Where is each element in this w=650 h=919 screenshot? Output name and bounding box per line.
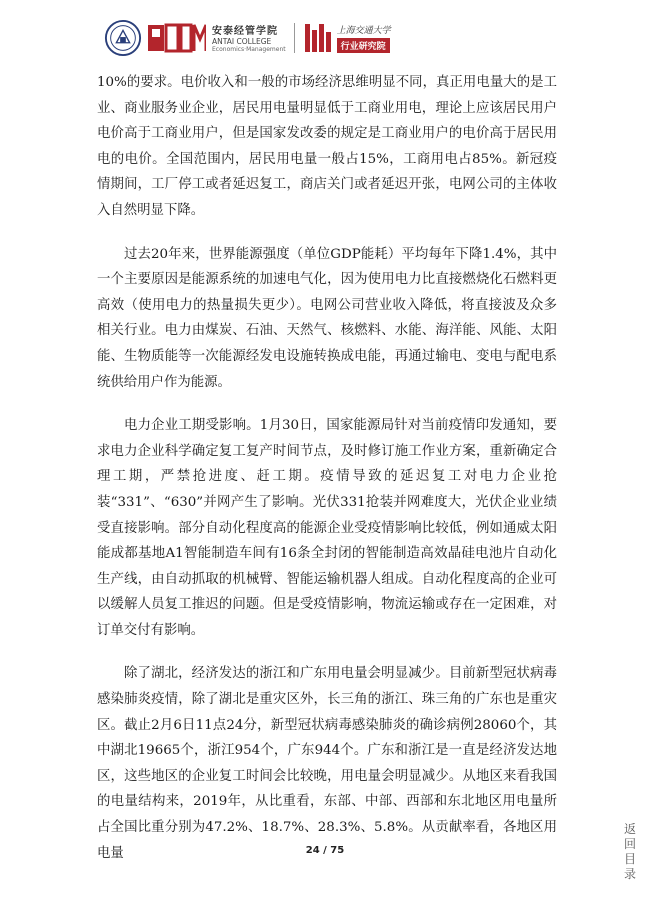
paragraph: 过去20年来，世界能源强度（单位GDP能耗）平均每年下降1.4%，其中一个主要原因是能源系统的加速电气化，因为使用电力比直接燃烧化石燃料更高效（使用电力的热量损失更少）。电网公司营业收入降低，将直接波及众多相关行业。电力由煤炭、石油、天然气、核燃料、水能、海洋能、风能、太阳能、生物质能等一次能源经发电设施转换成电能，再通过输电、变电与配电系统供给用户作为能源。 [97, 246, 557, 390]
institute-logo-icon [303, 22, 333, 54]
college-subtitle-en: Economics·Management [212, 46, 286, 53]
paragraph: 除了湖北，经济发达的浙江和广东用电量会明显减少。目前新型冠状病毒感染肺炎疫情，除了湖北是重灾区外，长三角的浙江、珠三角的广东也是重灾区。截止2月6日11点24分，新型冠状病毒感染肺炎的确诊病例28060个，其中湖北19665个，浙江954个，广东944个。广东和浙江是一直是经济发达地区，这些地区的企业复工时间会比较晚，用电量会明显减少。从地区来看我国的电量结构来，2019年，从比重看，东部、中部、西部和东北地区用电量所占全国比重分别为47.2%、18.7%、28.3%、5.8%。从贡献率看，各地区用电量 [97, 666, 557, 861]
college-name: 安泰经管学院 [212, 26, 278, 37]
acem-logo-icon [148, 21, 206, 55]
document-body [97, 70, 557, 884]
university-name: 上海交通大学 [336, 26, 391, 36]
acem-logo-text [212, 22, 286, 54]
university-seal-icon [104, 19, 142, 57]
college-name-en: ANTAI COLLEGE [212, 37, 272, 46]
paragraph: 电力企业工期受影响。1月30日，国家能源局针对当前疫情印发通知，要求电力企业科学确定复工复产时间节点，及时修订施工作业方案，重新确定合理工期，严禁抢进度、赶工期。疫情导致的延迟复工对电力企业抢装“331”、“630”并网产生了影响。光伏331抢装并网难度大，光伏企业业绩受直接影响。部分自动化程度高的能源企业受疫情影响比较低，例如通威太阳能成都基地A1智能制造车间有16条全封闭的智能制造高效晶硅电池片自动化生产线，由自动抓取的机械臂、智能运输机器人组成。自动化程度高的企业可以缓解人员复工推迟的问题。但是受疫情影响，物流运输或存在一定困难，对订单交付有影响。 [97, 418, 557, 638]
back-to-toc-link[interactable]: 返回目录 [623, 822, 636, 881]
page-number: 24 / 75 [305, 845, 345, 856]
header-divider [294, 23, 295, 53]
page-header [104, 14, 391, 62]
institute-text [337, 23, 391, 53]
institute-badge: 行业研究院 [337, 38, 390, 53]
paragraph: 10%的要求。电价收入和一般的市场经济思维明显不同，真正用电量大的是工业、商业服务业企业，居民用电量明显低于工商业用电，理论上应该居民用户电价高于工商业用户，但是国家发改委的规定是工商业用户的电价高于居民用电的电价。全国范围内，居民用电量一般占15%，工商用电占85%。新冠疫情期间，工厂停工或者延迟复工，商店关门或者延迟开张，电网公司的主体收入自然明显下降。 [97, 75, 557, 218]
